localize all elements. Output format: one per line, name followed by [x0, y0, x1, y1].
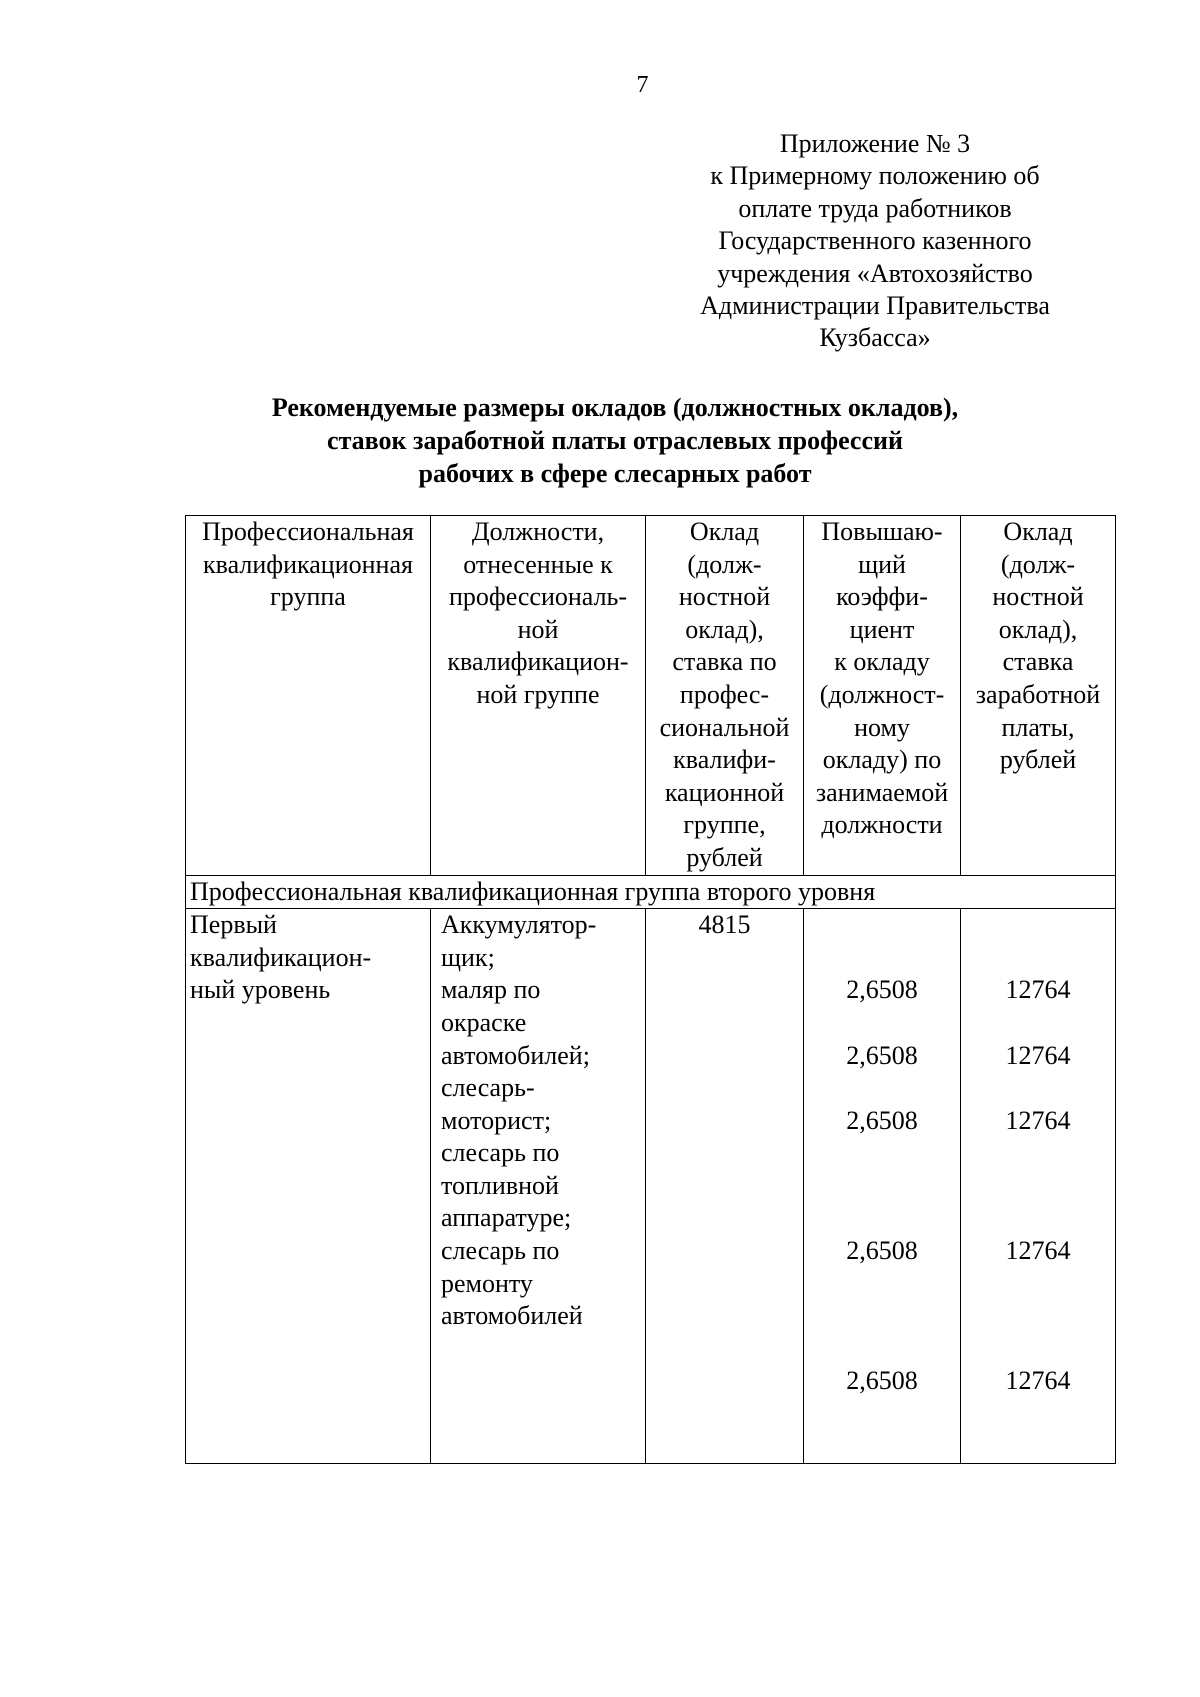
salary-value: 12764: [1005, 1366, 1071, 1396]
salary-table: [185, 515, 1116, 1464]
coefficient-cell: [804, 909, 961, 1464]
appendix-line: к Примерному положению об: [710, 161, 1040, 191]
coefficient-value: 2,6508: [846, 1236, 918, 1266]
salary-stack: [965, 942, 1111, 1431]
salary-value: 12764: [1005, 1105, 1071, 1135]
page-number: 7: [636, 72, 649, 98]
group-row: [186, 875, 1116, 909]
header-cell-coefficient: Повышаю- щий коэффи- циент к окладу (должност- ному окладу) по занимаемой должности: [804, 516, 961, 876]
appendix-block: [650, 128, 1100, 355]
header-row: [186, 516, 1116, 876]
salary-value: [965, 1170, 1111, 1203]
header-cell-positions: Должности, отнесенные к профессиональ- ной квалификацион- ной группе: [431, 516, 646, 876]
appendix-line: Кузбасса»: [819, 323, 931, 353]
appendix-line: Администрации Правительства: [700, 291, 1050, 321]
header-cell-qualification-group: Профессиональная квалификационная группа: [186, 516, 431, 876]
title-line: Рекомендуемые размеры окладов (должностных окладов),: [271, 393, 959, 422]
coefficient-value: [808, 1170, 956, 1203]
base-salary-cell: 4815: [646, 909, 804, 1464]
title-line: рабочих в сфере слесарных работ: [418, 459, 812, 488]
coefficient-value: 2,6508: [846, 975, 918, 1005]
coefficient-stack: [808, 942, 956, 1431]
coefficient-value: [808, 1300, 956, 1333]
salary-value: [965, 1300, 1111, 1333]
appendix-line: Приложение № 3: [779, 129, 971, 158]
positions-cell: Аккумулятор- щик; маляр по окраске автомобилей; слесарь- моторист; слесарь по топливной аппаратуре; слесарь по ремонту автомобилей: [431, 909, 646, 1464]
appendix-line: учреждения «Автохозяйство: [717, 258, 1033, 288]
document-title: [150, 391, 1080, 490]
salary-value: 12764: [1005, 975, 1071, 1005]
group-row-label: Профессиональная квалификационная группа второго уровня: [186, 875, 1116, 909]
table-row: [186, 909, 1116, 1464]
qualification-level-cell: Первый квалификацион- ный уровень: [186, 909, 431, 1464]
salary-value: 12764: [1005, 1040, 1071, 1070]
coefficient-value: 2,6508: [846, 1105, 918, 1135]
header-cell-salary: Оклад (долж- ностной оклад), ставка заработной платы, рублей: [961, 516, 1116, 876]
salary-cell: [961, 909, 1116, 1464]
coefficient-value: 2,6508: [846, 1040, 918, 1070]
salary-value: 12764: [1005, 1236, 1071, 1266]
appendix-line: Государственного казенного: [718, 226, 1032, 256]
appendix-line: оплате труда работников: [738, 193, 1012, 223]
header-cell-base-salary: Оклад (долж- ностной оклад), ставка по профес- сиональной квалифи- кационной группе, рублей: [646, 516, 804, 876]
title-line: ставок заработной платы отраслевых профессий: [327, 426, 903, 455]
coefficient-value: 2,6508: [846, 1366, 918, 1396]
